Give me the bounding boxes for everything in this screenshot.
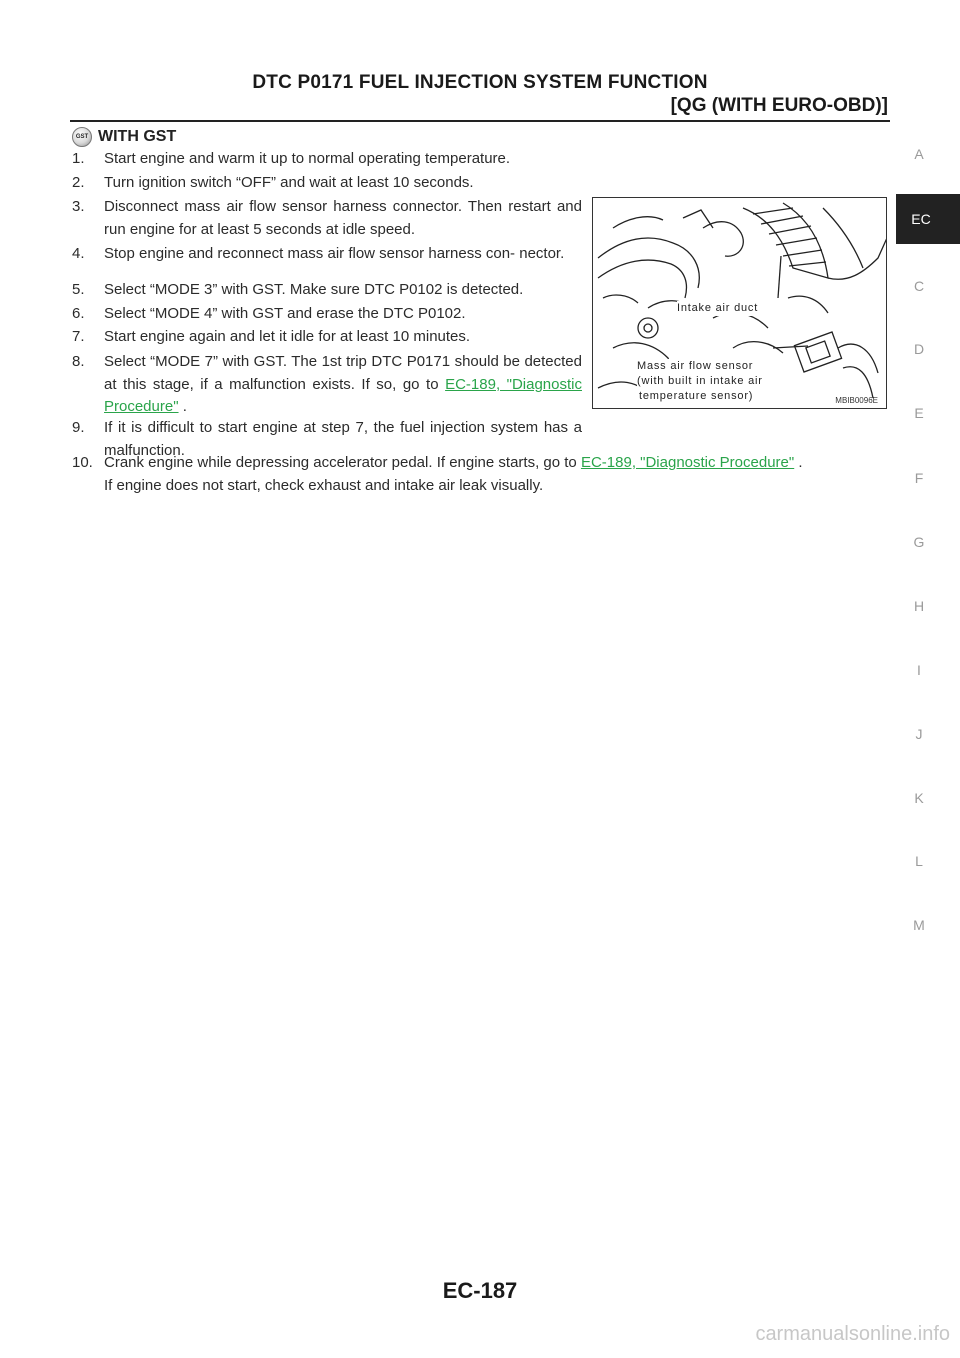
step-text: Stop engine and reconnect mass air flow sensor harness con- nector. bbox=[104, 245, 565, 262]
step-text: Start engine again and let it idle for at least 10 minutes. bbox=[104, 328, 471, 345]
side-index-item[interactable]: F bbox=[914, 470, 924, 486]
diagnostic-procedure-link[interactable]: EC-189, "Diagnostic Procedure" bbox=[104, 375, 582, 415]
page-subtitle: [QG (WITH EURO-OBD)] bbox=[670, 95, 888, 116]
side-index-item[interactable]: D bbox=[913, 341, 925, 357]
step-number: 10. bbox=[72, 454, 93, 471]
diagnostic-procedure-link[interactable]: EC-189, "Diagnostic Procedure" bbox=[580, 454, 795, 471]
gst-icon: GST bbox=[72, 127, 92, 147]
step-text: Select “MODE 7” with GST. The 1st trip DTC P0171 should be detected at this stage, if a malfunction exists. If so, go to bbox=[104, 353, 582, 393]
procedure-step bbox=[72, 279, 592, 302]
step-number: 1. bbox=[72, 150, 85, 167]
side-index-item[interactable]: E bbox=[914, 405, 924, 421]
figure-code: MBIB0096E bbox=[835, 396, 878, 405]
procedure-step bbox=[72, 326, 592, 349]
side-index-item[interactable]: A bbox=[914, 146, 924, 162]
section-title: WITH GST bbox=[98, 128, 177, 145]
side-index-item[interactable]: K bbox=[914, 790, 924, 806]
watermark: carmanualsonline.info bbox=[755, 1323, 950, 1345]
callout-intake-air-duct: Intake air duct bbox=[677, 302, 759, 314]
step-number: 9. bbox=[72, 419, 85, 436]
page-number: EC-187 bbox=[442, 1278, 518, 1303]
step-number: 6. bbox=[72, 305, 85, 322]
header-divider bbox=[70, 120, 890, 122]
side-index-item[interactable]: I bbox=[917, 662, 921, 678]
step-text: Select “MODE 4” with GST and erase the DTC P0102. bbox=[104, 305, 466, 322]
callout-mass-air-flow-sensor: (with built in intake air bbox=[637, 375, 763, 387]
step-text: If it is difficult to start engine at step 7, the fuel injection system has a malfunction. bbox=[104, 419, 582, 459]
procedure-step bbox=[72, 243, 582, 266]
procedure-step bbox=[72, 172, 592, 195]
procedure-step bbox=[72, 303, 592, 326]
side-index-item[interactable]: L bbox=[915, 853, 923, 869]
step-number: 4. bbox=[72, 245, 85, 262]
section-heading bbox=[72, 127, 176, 147]
step-text: Crank engine while depressing accelerator pedal. If engine starts, go to bbox=[104, 454, 577, 471]
side-index-active-tab[interactable]: EC bbox=[896, 194, 960, 244]
step-text-line2: If engine does not start, check exhaust and intake air leak visually. bbox=[104, 476, 544, 494]
step-text-tail: . bbox=[178, 398, 187, 415]
step-text: Disconnect mass air flow sensor harness connector. Then restart and run engine for at least 5 seconds at idle speed. bbox=[104, 198, 582, 238]
procedure-step bbox=[72, 196, 582, 241]
step-number: 7. bbox=[72, 328, 85, 345]
step-number: 8. bbox=[72, 353, 85, 370]
procedure-step bbox=[72, 351, 582, 419]
callout-mass-air-flow-sensor: Mass air flow sensor bbox=[637, 360, 754, 372]
side-index-item[interactable]: G bbox=[913, 534, 925, 550]
step-text: Turn ignition switch “OFF” and wait at least 10 seconds. bbox=[104, 174, 474, 191]
step-number: 5. bbox=[72, 281, 85, 298]
step-number: 3. bbox=[72, 198, 85, 215]
side-index-item[interactable]: C bbox=[913, 278, 925, 294]
procedure-step bbox=[72, 148, 592, 171]
side-index-item[interactable]: J bbox=[915, 726, 923, 742]
step-text-tail: . bbox=[794, 454, 803, 471]
engine-bay-figure bbox=[592, 197, 887, 409]
step-text: Select “MODE 3” with GST. Make sure DTC P0102 is detected. bbox=[104, 281, 524, 298]
page-title: DTC P0171 FUEL INJECTION SYSTEM FUNCTION bbox=[252, 72, 708, 93]
side-index-item[interactable]: H bbox=[913, 598, 925, 614]
side-index-item[interactable]: M bbox=[913, 917, 925, 933]
callout-mass-air-flow-sensor: temperature sensor) bbox=[639, 390, 754, 402]
procedure-step bbox=[72, 452, 892, 497]
step-number: 2. bbox=[72, 174, 85, 191]
step-text: Start engine and warm it up to normal operating temperature. bbox=[104, 150, 511, 167]
